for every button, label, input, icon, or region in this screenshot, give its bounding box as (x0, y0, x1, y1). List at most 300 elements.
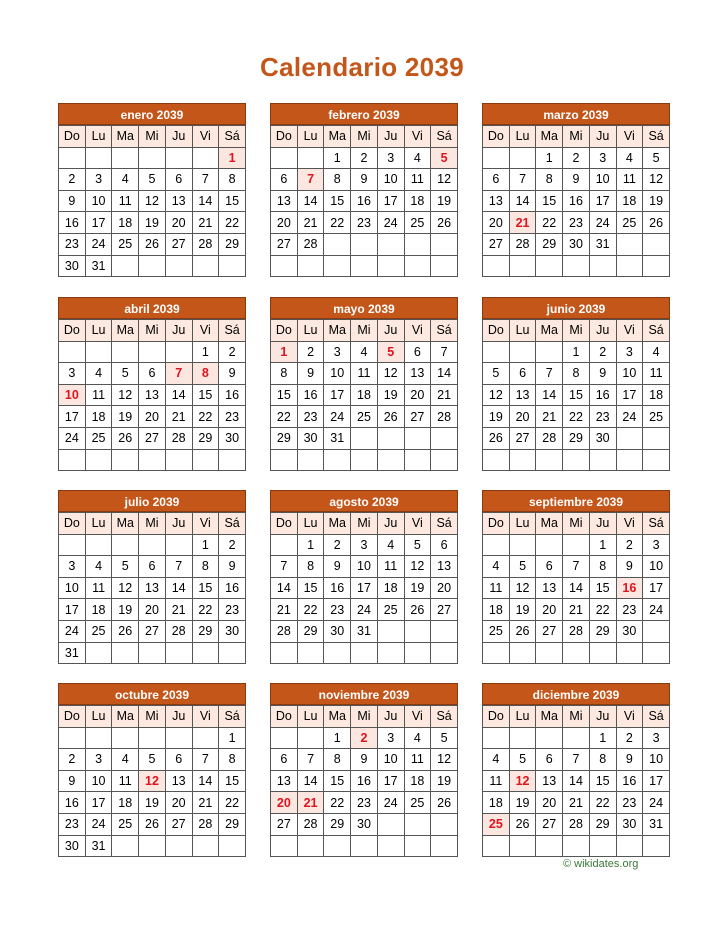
empty-cell (139, 341, 166, 363)
day-cell: 17 (59, 406, 86, 428)
empty-cell (139, 835, 166, 857)
day-cell: 7 (165, 363, 192, 385)
empty-cell (324, 255, 351, 277)
day-cell: 24 (59, 427, 86, 449)
day-cell: 5 (139, 749, 166, 771)
day-cell: 3 (85, 749, 112, 771)
empty-cell (112, 255, 139, 277)
day-cell: 21 (297, 212, 324, 234)
empty-cell (219, 449, 246, 471)
empty-cell (192, 642, 219, 664)
month-calendar (482, 103, 670, 277)
day-cell: 2 (219, 341, 246, 363)
day-cell: 10 (85, 190, 112, 212)
weekday-header: Do (271, 513, 298, 535)
day-cell: 4 (377, 534, 404, 556)
day-cell: 29 (271, 427, 298, 449)
day-cell: 19 (643, 190, 670, 212)
month-table (270, 319, 458, 471)
day-cell: 3 (377, 147, 404, 169)
day-cell: 26 (509, 813, 536, 835)
empty-cell (377, 449, 404, 471)
empty-cell (192, 835, 219, 857)
weekday-header: Ma (324, 126, 351, 148)
day-cell: 29 (219, 233, 246, 255)
day-cell: 7 (536, 363, 563, 385)
empty-cell (536, 534, 563, 556)
day-cell: 18 (85, 406, 112, 428)
empty-cell (563, 642, 590, 664)
month-calendar (482, 297, 670, 471)
weekday-header: Lu (85, 126, 112, 148)
day-cell: 25 (404, 212, 431, 234)
day-cell: 1 (536, 147, 563, 169)
day-cell: 13 (509, 384, 536, 406)
empty-cell (431, 835, 458, 857)
day-cell: 8 (219, 169, 246, 191)
weekday-header: Sá (431, 513, 458, 535)
day-cell: 21 (509, 212, 536, 234)
empty-cell (324, 835, 351, 857)
day-cell: 23 (563, 212, 590, 234)
day-cell: 30 (219, 620, 246, 642)
day-cell: 14 (431, 363, 458, 385)
empty-cell (483, 642, 510, 664)
day-cell: 19 (139, 212, 166, 234)
day-cell: 27 (139, 620, 166, 642)
day-cell: 11 (112, 190, 139, 212)
day-cell: 21 (297, 792, 324, 814)
weekday-header: Mi (351, 513, 378, 535)
empty-cell (509, 534, 536, 556)
day-cell: 18 (85, 599, 112, 621)
empty-cell (85, 727, 112, 749)
day-cell: 30 (297, 427, 324, 449)
empty-cell (643, 620, 670, 642)
weekday-header: Vi (404, 706, 431, 728)
credit-text[interactable]: © wikidates.org (563, 858, 639, 870)
empty-cell (536, 835, 563, 857)
empty-cell (271, 727, 298, 749)
empty-cell (59, 341, 86, 363)
day-cell: 26 (404, 599, 431, 621)
day-cell: 21 (192, 212, 219, 234)
weekday-header: Sá (643, 320, 670, 342)
empty-cell (59, 147, 86, 169)
day-cell: 25 (85, 620, 112, 642)
weekday-header: Ma (536, 706, 563, 728)
day-cell: 3 (377, 727, 404, 749)
day-cell: 16 (297, 384, 324, 406)
day-cell: 19 (404, 577, 431, 599)
day-cell: 28 (563, 813, 590, 835)
day-cell: 27 (536, 813, 563, 835)
day-cell: 16 (616, 770, 643, 792)
day-cell: 6 (165, 749, 192, 771)
empty-cell (483, 835, 510, 857)
day-cell: 26 (139, 233, 166, 255)
day-cell: 19 (509, 792, 536, 814)
empty-cell (139, 534, 166, 556)
empty-cell (139, 449, 166, 471)
day-cell: 4 (85, 363, 112, 385)
day-cell: 20 (509, 406, 536, 428)
day-cell: 12 (112, 577, 139, 599)
day-cell: 12 (139, 770, 166, 792)
day-cell: 26 (509, 620, 536, 642)
day-cell: 27 (165, 813, 192, 835)
empty-cell (643, 642, 670, 664)
day-cell: 15 (297, 577, 324, 599)
empty-cell (509, 642, 536, 664)
empty-cell (536, 727, 563, 749)
empty-cell (589, 255, 616, 277)
day-cell: 25 (377, 599, 404, 621)
day-cell: 11 (112, 770, 139, 792)
day-cell: 2 (324, 534, 351, 556)
day-cell: 16 (589, 384, 616, 406)
empty-cell (324, 642, 351, 664)
day-cell: 24 (377, 212, 404, 234)
day-cell: 16 (351, 770, 378, 792)
month-table (270, 512, 458, 664)
empty-cell (165, 727, 192, 749)
day-cell: 19 (377, 384, 404, 406)
day-cell: 11 (404, 749, 431, 771)
empty-cell (377, 255, 404, 277)
day-cell: 10 (377, 169, 404, 191)
day-cell: 22 (324, 212, 351, 234)
empty-cell (112, 147, 139, 169)
weekday-header: Mi (351, 706, 378, 728)
month-title: diciembre 2039 (482, 683, 670, 705)
day-cell: 13 (404, 363, 431, 385)
day-cell: 8 (324, 749, 351, 771)
day-cell: 24 (351, 599, 378, 621)
day-cell: 30 (563, 233, 590, 255)
weekday-header: Vi (192, 513, 219, 535)
day-cell: 23 (219, 406, 246, 428)
day-cell: 17 (85, 212, 112, 234)
day-cell: 21 (192, 792, 219, 814)
day-cell: 10 (59, 577, 86, 599)
month-calendar (270, 103, 458, 277)
empty-cell (219, 835, 246, 857)
day-cell: 17 (643, 770, 670, 792)
day-cell: 13 (271, 190, 298, 212)
day-cell: 27 (139, 427, 166, 449)
day-cell: 15 (589, 770, 616, 792)
day-cell: 12 (112, 384, 139, 406)
empty-cell (643, 449, 670, 471)
month-table (58, 512, 246, 664)
day-cell: 20 (271, 212, 298, 234)
day-cell: 4 (112, 749, 139, 771)
weekday-header: Sá (219, 126, 246, 148)
weekday-header: Ma (112, 320, 139, 342)
day-cell: 27 (509, 427, 536, 449)
day-cell: 6 (271, 169, 298, 191)
day-cell: 22 (271, 406, 298, 428)
day-cell: 10 (351, 556, 378, 578)
weekday-header: Sá (643, 126, 670, 148)
day-cell: 19 (483, 406, 510, 428)
empty-cell (643, 835, 670, 857)
empty-cell (297, 449, 324, 471)
empty-cell (483, 534, 510, 556)
day-cell: 4 (85, 556, 112, 578)
day-cell: 20 (536, 792, 563, 814)
day-cell: 8 (324, 169, 351, 191)
day-cell: 28 (509, 233, 536, 255)
month-table (482, 512, 670, 664)
day-cell: 5 (377, 341, 404, 363)
day-cell: 2 (351, 727, 378, 749)
day-cell: 22 (589, 792, 616, 814)
empty-cell (536, 449, 563, 471)
empty-cell (112, 727, 139, 749)
month-title: junio 2039 (482, 297, 670, 319)
day-cell: 13 (139, 384, 166, 406)
day-cell: 25 (483, 620, 510, 642)
day-cell: 26 (377, 406, 404, 428)
day-cell: 22 (324, 792, 351, 814)
empty-cell (112, 534, 139, 556)
day-cell: 12 (139, 190, 166, 212)
day-cell: 23 (219, 599, 246, 621)
weekday-header: Do (483, 513, 510, 535)
day-cell: 13 (271, 770, 298, 792)
empty-cell (351, 233, 378, 255)
empty-cell (431, 449, 458, 471)
empty-cell (271, 147, 298, 169)
empty-cell (589, 642, 616, 664)
day-cell: 16 (59, 212, 86, 234)
weekday-header: Vi (616, 513, 643, 535)
day-cell: 16 (219, 384, 246, 406)
day-cell: 5 (139, 169, 166, 191)
day-cell: 7 (563, 556, 590, 578)
day-cell: 2 (59, 749, 86, 771)
empty-cell (483, 341, 510, 363)
day-cell: 15 (271, 384, 298, 406)
day-cell: 5 (431, 147, 458, 169)
month-title: octubre 2039 (58, 683, 246, 705)
weekday-header: Lu (297, 706, 324, 728)
weekday-header: Lu (509, 126, 536, 148)
day-cell: 23 (59, 813, 86, 835)
day-cell: 18 (112, 212, 139, 234)
day-cell: 1 (324, 727, 351, 749)
empty-cell (431, 620, 458, 642)
day-cell: 13 (536, 577, 563, 599)
weekday-header: Ju (589, 706, 616, 728)
weekday-header: Lu (297, 126, 324, 148)
day-cell: 5 (509, 749, 536, 771)
day-cell: 7 (271, 556, 298, 578)
day-cell: 22 (192, 406, 219, 428)
day-cell: 29 (192, 427, 219, 449)
weekday-header: Ma (112, 513, 139, 535)
empty-cell (59, 727, 86, 749)
empty-cell (404, 835, 431, 857)
weekday-header: Mi (563, 320, 590, 342)
day-cell: 3 (589, 147, 616, 169)
day-cell: 20 (404, 384, 431, 406)
empty-cell (377, 620, 404, 642)
day-cell: 6 (165, 169, 192, 191)
empty-cell (351, 449, 378, 471)
day-cell: 25 (112, 813, 139, 835)
day-cell: 11 (483, 577, 510, 599)
empty-cell (297, 147, 324, 169)
empty-cell (509, 255, 536, 277)
day-cell: 6 (139, 556, 166, 578)
day-cell: 28 (536, 427, 563, 449)
day-cell: 9 (59, 190, 86, 212)
weekday-header: Vi (616, 126, 643, 148)
weekday-header: Mi (563, 513, 590, 535)
day-cell: 21 (165, 599, 192, 621)
empty-cell (219, 255, 246, 277)
empty-cell (404, 642, 431, 664)
day-cell: 1 (192, 341, 219, 363)
day-cell: 29 (536, 233, 563, 255)
day-cell: 16 (324, 577, 351, 599)
weekday-header: Lu (85, 320, 112, 342)
day-cell: 20 (139, 599, 166, 621)
day-cell: 5 (404, 534, 431, 556)
day-cell: 18 (404, 770, 431, 792)
weekday-header: Sá (219, 706, 246, 728)
empty-cell (616, 427, 643, 449)
empty-cell (192, 727, 219, 749)
weekday-header: Mi (139, 706, 166, 728)
empty-cell (139, 727, 166, 749)
day-cell: 31 (589, 233, 616, 255)
empty-cell (509, 449, 536, 471)
month-title: abril 2039 (58, 297, 246, 319)
day-cell: 1 (324, 147, 351, 169)
day-cell: 8 (563, 363, 590, 385)
day-cell: 1 (589, 534, 616, 556)
day-cell: 29 (563, 427, 590, 449)
day-cell: 17 (377, 190, 404, 212)
day-cell: 26 (643, 212, 670, 234)
day-cell: 19 (112, 406, 139, 428)
day-cell: 4 (483, 556, 510, 578)
day-cell: 28 (271, 620, 298, 642)
day-cell: 16 (616, 577, 643, 599)
day-cell: 4 (616, 147, 643, 169)
month-title: enero 2039 (58, 103, 246, 125)
day-cell: 11 (404, 169, 431, 191)
weekday-header: Sá (219, 513, 246, 535)
day-cell: 16 (59, 792, 86, 814)
day-cell: 29 (589, 620, 616, 642)
day-cell: 7 (165, 556, 192, 578)
day-cell: 6 (139, 363, 166, 385)
empty-cell (509, 727, 536, 749)
month-title: julio 2039 (58, 490, 246, 512)
empty-cell (85, 341, 112, 363)
day-cell: 15 (563, 384, 590, 406)
day-cell: 5 (112, 363, 139, 385)
month-calendar (270, 490, 458, 664)
day-cell: 25 (483, 813, 510, 835)
day-cell: 3 (324, 341, 351, 363)
empty-cell (271, 255, 298, 277)
month-calendar (58, 490, 246, 664)
weekday-header: Lu (297, 513, 324, 535)
day-cell: 17 (324, 384, 351, 406)
day-cell: 15 (536, 190, 563, 212)
day-cell: 10 (377, 749, 404, 771)
day-cell: 30 (589, 427, 616, 449)
day-cell: 9 (59, 770, 86, 792)
day-cell: 2 (219, 534, 246, 556)
day-cell: 29 (589, 813, 616, 835)
day-cell: 1 (271, 341, 298, 363)
weekday-header: Ju (589, 513, 616, 535)
day-cell: 26 (431, 792, 458, 814)
empty-cell (139, 255, 166, 277)
weekday-header: Do (271, 126, 298, 148)
day-cell: 31 (85, 255, 112, 277)
empty-cell (297, 835, 324, 857)
empty-cell (377, 835, 404, 857)
day-cell: 18 (483, 599, 510, 621)
day-cell: 6 (404, 341, 431, 363)
day-cell: 13 (139, 577, 166, 599)
day-cell: 2 (297, 341, 324, 363)
empty-cell (297, 727, 324, 749)
day-cell: 28 (165, 620, 192, 642)
month-table (482, 319, 670, 471)
empty-cell (616, 835, 643, 857)
weekday-header: Ma (324, 706, 351, 728)
day-cell: 17 (589, 190, 616, 212)
empty-cell (219, 642, 246, 664)
weekday-header: Sá (219, 320, 246, 342)
day-cell: 3 (59, 556, 86, 578)
day-cell: 28 (165, 427, 192, 449)
weekday-header: Lu (509, 513, 536, 535)
day-cell: 19 (431, 190, 458, 212)
day-cell: 27 (536, 620, 563, 642)
day-cell: 14 (192, 770, 219, 792)
day-cell: 11 (351, 363, 378, 385)
empty-cell (616, 233, 643, 255)
weekday-header: Sá (643, 513, 670, 535)
empty-cell (377, 233, 404, 255)
day-cell: 27 (404, 406, 431, 428)
day-cell: 29 (324, 813, 351, 835)
day-cell: 24 (324, 406, 351, 428)
day-cell: 22 (192, 599, 219, 621)
weekday-header: Mi (351, 320, 378, 342)
day-cell: 22 (536, 212, 563, 234)
empty-cell (165, 449, 192, 471)
day-cell: 1 (219, 727, 246, 749)
day-cell: 17 (85, 792, 112, 814)
day-cell: 8 (192, 363, 219, 385)
empty-cell (563, 449, 590, 471)
day-cell: 22 (589, 599, 616, 621)
day-cell: 1 (192, 534, 219, 556)
day-cell: 31 (643, 813, 670, 835)
day-cell: 5 (431, 727, 458, 749)
